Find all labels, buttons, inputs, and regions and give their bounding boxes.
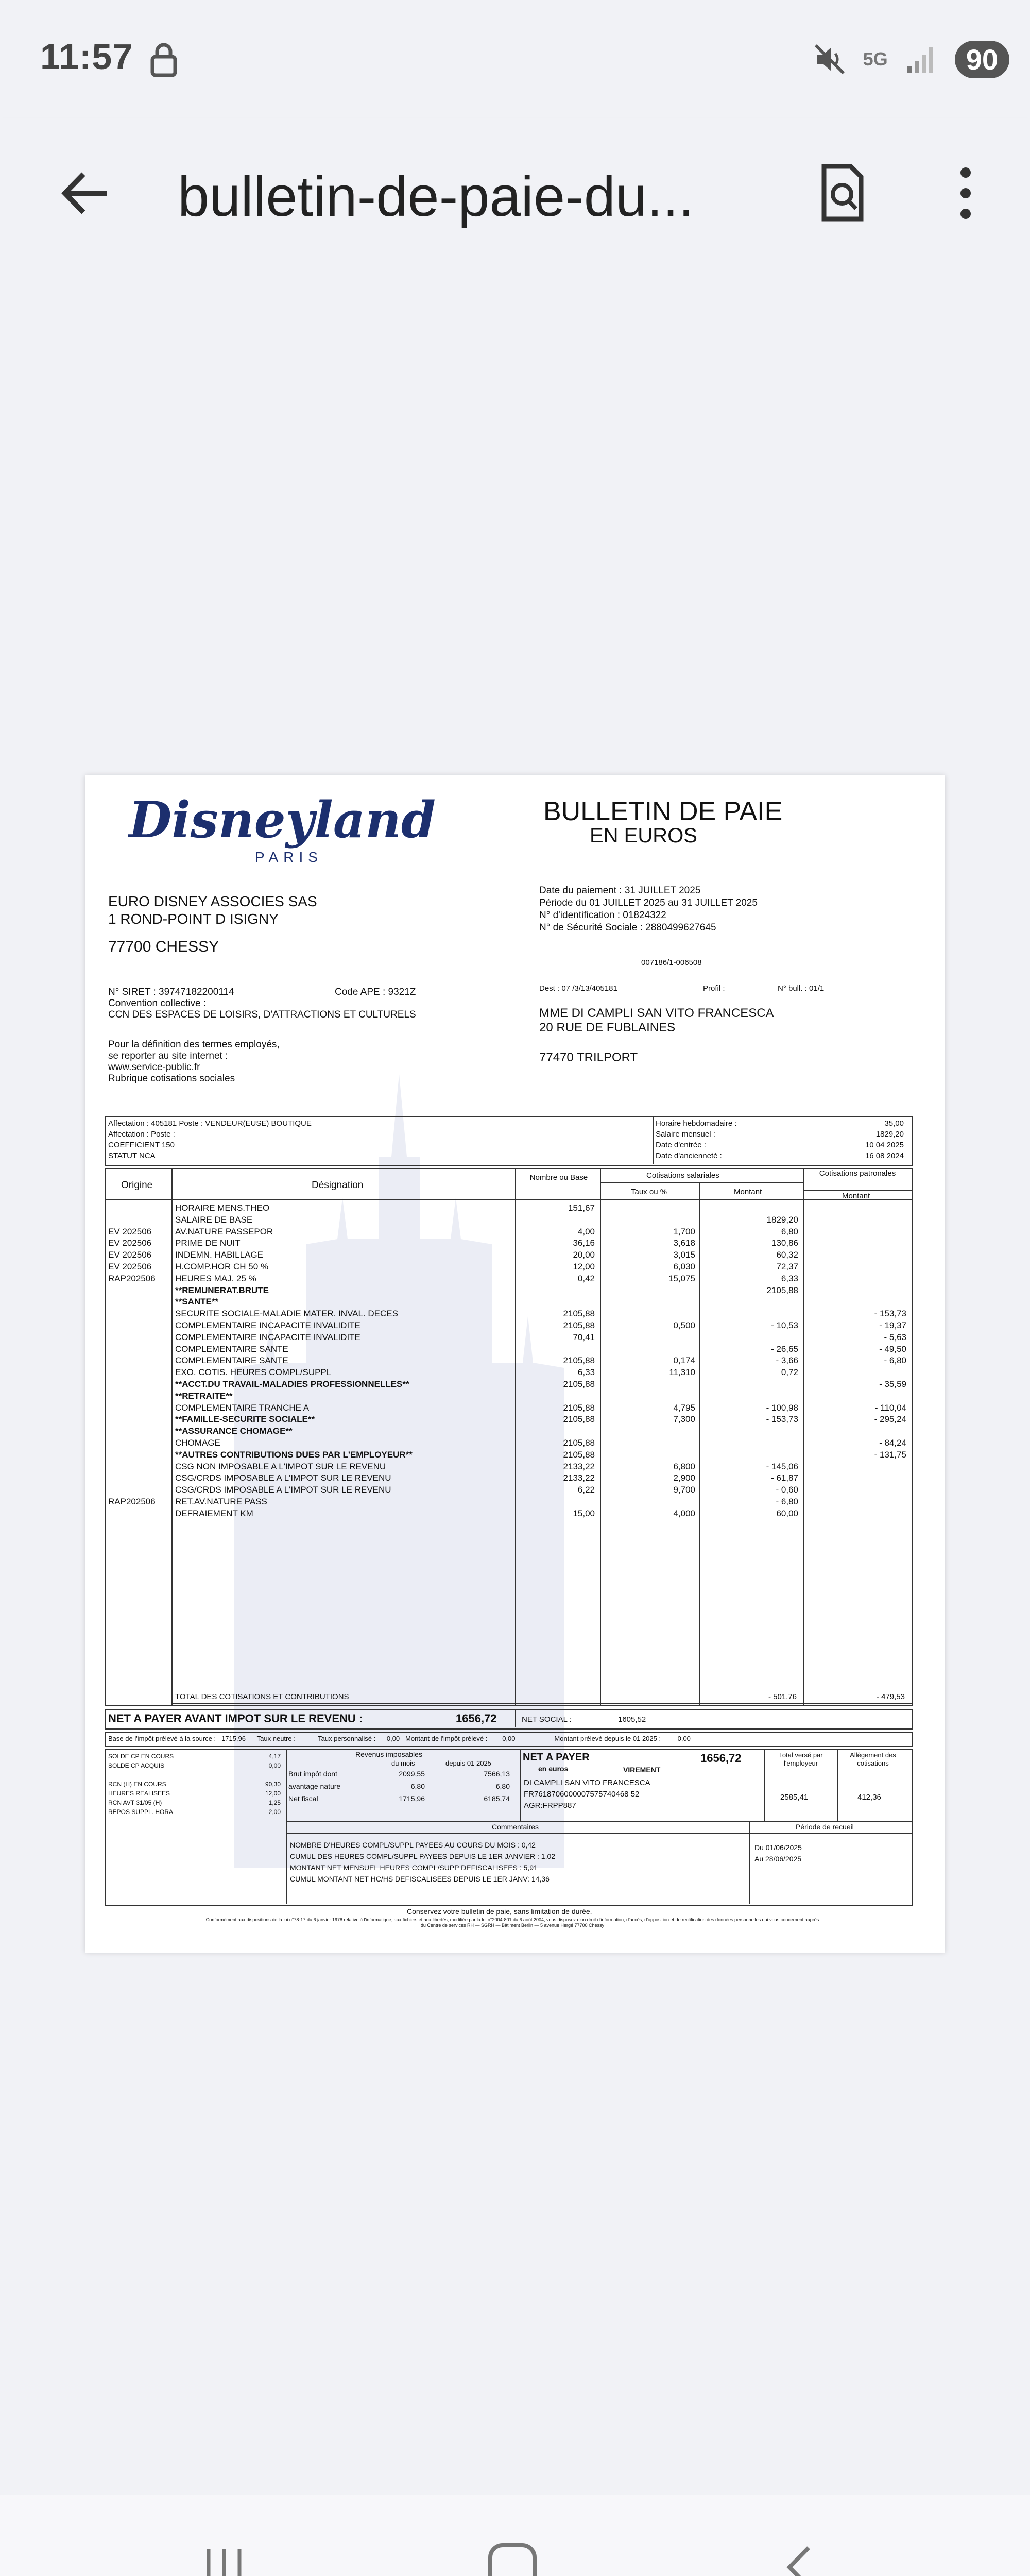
svg-text:PARIS: PARIS [255,849,323,865]
relief-value: 412,36 [857,1793,881,1802]
line-montant-patronal: - 110,04 [874,1402,906,1413]
total-patronales: - 479,53 [876,1692,905,1701]
battery-indicator: 90 [955,41,1009,78]
disneyland-paris-logo [124,791,436,868]
line-taux: 3,618 [673,1238,695,1248]
line-designation: EXO. COTIS. HEURES COMPL/SUPPL [175,1367,332,1378]
header-origine: Origine [121,1180,153,1191]
taxable-income-title: Revenus imposables [355,1750,422,1758]
line-designation: **RETRAITE** [175,1391,233,1401]
comments-title: Commentaires [492,1823,539,1831]
line-montant-patronal: - 131,75 [874,1449,906,1460]
assignment-info: Affectation : 405181 Poste : VENDEUR(EUSE) BOUTIQUE Affectation : Poste : COEFFICIENT 150 STATUT NCA [108,1119,312,1160]
line-origine: EV 202506 [108,1238,152,1248]
network-type: 5G [863,48,888,70]
line-base: 2105,88 [563,1402,595,1413]
collection-period-title: Période de recueil [796,1823,854,1831]
profil: Profil : [703,984,725,993]
header-montant-patronal: Montant [842,1192,870,1200]
line-taux: 6,800 [673,1461,695,1471]
document-title: bulletin-de-paie-du... [178,165,694,228]
legal-footer: Conformément aux dispositions de la loi n°78-17 du 6 janvier 1978 relative à l'informatique, aux fichiers et aux libertés, modifiée par la loi n°2004-801 du 6 août 2004, vous disposez d'un droit d'information, d'accès, d'opposition et de rectification des données personnelles qui vous concernent auprès du Centre de services RH — SGRH — Bâtiment Berlin — 5 avenue Hergé 77700 Chessy [205,1917,819,1928]
header-base: Nombre ou Base [529,1173,588,1182]
line-designation: CSG NON IMPOSABLE A L'IMPOT SUR LE REVENU [175,1461,386,1471]
back-button[interactable] [46,155,124,232]
total-paid-label: Total versé par l'employeur [779,1751,823,1767]
line-base: 70,41 [573,1332,595,1342]
line-base: 2105,88 [563,1320,595,1330]
taxable-row-label: Brut impôt dont [288,1770,337,1778]
comments: NOMBRE D'HEURES COMPL/SUPPL PAYEES AU COURS DU MOIS : 0,42 CUMUL DES HEURES COMPL/SUPPL PAYEES DEPUIS LE 1ER JANVIER : 1,02 MONTANT NET MENSUEL HEURES COMPL/SUPP DEFISCALISEES : 5,91 CUMUL MONTANT NET HC/HS DEFISCALISEES DEPUIS LE 1ER JANV: 14,36 [290,1841,556,1883]
line-montant-patronal: - 153,73 [874,1309,906,1319]
document-search-icon [814,162,870,224]
line-base: 6,33 [577,1367,595,1378]
line-montant-salarial: 0,72 [781,1367,798,1378]
taxable-col-month: du mois [391,1759,415,1767]
net-social-value: 1605,52 [618,1715,646,1724]
line-montant-salarial: 130,86 [771,1238,798,1248]
line-designation: CHOMAGE [175,1438,220,1448]
line-montant-salarial: - 145,06 [766,1461,798,1471]
header-patronales: Cotisations patronales [819,1169,896,1178]
line-designation: SALAIRE DE BASE [175,1214,253,1225]
bank-info: DI CAMPLI SAN VITO FRANCESCA FR7618706000007575740468 52 AGR:FRPP887 [524,1778,650,1810]
lock-icon [149,41,178,77]
bulletin-number: N° bull. : 01/1 [778,984,825,993]
taxable-row-label: Net fiscal [288,1794,318,1803]
net-pay-sub: en euros [538,1765,569,1773]
line-montant-patronal: - 84,24 [879,1438,906,1448]
line-montant-patronal: - 19,37 [879,1320,906,1330]
line-designation: HEURES MAJ. 25 % [175,1273,256,1283]
line-origine: RAP202506 [108,1497,156,1506]
status-time: 11:57 [40,37,133,77]
line-designation: H.COMP.HOR CH 50 % [175,1262,269,1272]
arrow-left-icon [57,165,113,222]
line-origine: RAP202506 [108,1273,156,1283]
line-montant-salarial: 2105,88 [766,1285,798,1295]
signal-icon [903,41,939,77]
total-label: TOTAL DES COTISATIONS ET CONTRIBUTIONS [175,1692,349,1701]
line-designation: COMPLEMENTAIRE INCAPACITE INVALIDITE [175,1332,360,1342]
home-button[interactable] [471,2526,554,2576]
line-taux: 7,300 [673,1414,695,1425]
line-montant-salarial: - 6,80 [776,1497,798,1506]
net-before-tax-value: 1656,72 [456,1712,497,1725]
line-designation: INDEMN. HABILLAGE [175,1250,263,1260]
line-taux: 1,700 [673,1226,695,1236]
line-base: 2133,22 [563,1461,595,1471]
line-montant-patronal: - 49,50 [879,1344,906,1354]
line-designation: COMPLEMENTAIRE SANTE [175,1344,288,1354]
bulletin-title: BULLETIN DE PAIE [543,796,783,826]
relief-label: Allègement des cotisations [850,1751,896,1767]
line-base: 2105,88 [563,1449,595,1460]
line-montant-salarial: - 10,53 [771,1320,798,1330]
pdf-page [85,775,945,1953]
line-base: 2133,22 [563,1473,595,1483]
ape-code: Code APE : 9321Z [335,987,416,997]
taxable-row-month: 2099,55 [399,1770,425,1778]
system-back-button[interactable] [760,2526,842,2576]
siret: N° SIRET : 39747182200114 [108,987,234,997]
net-before-tax-label: NET A PAYER AVANT IMPOT SUR LE REVENU : [108,1712,363,1725]
header-salariales: Cotisations salariales [646,1171,719,1180]
keep-notice: Conservez votre bulletin de paie, sans limitation de durée. [407,1907,592,1916]
line-montant-patronal: - 295,24 [874,1414,906,1425]
taxable-row-month: 6,80 [410,1782,425,1790]
taxable-row-label: avantage nature [288,1782,341,1790]
more-options-button[interactable] [927,155,1004,232]
line-montant-patronal: - 6,80 [884,1355,906,1366]
line-montant-salarial: 60,00 [776,1508,798,1518]
line-montant-salarial: 1829,20 [766,1214,798,1225]
line-origine: EV 202506 [108,1250,152,1260]
header-taux: Taux ou % [631,1188,667,1196]
line-base: 151,67 [568,1203,595,1213]
line-montant-salarial: 6,33 [781,1273,798,1283]
taxable-row-ytd: 6,80 [495,1782,510,1790]
collection-period: Du 01/06/2025 Au 28/06/2025 [754,1843,802,1863]
recent-apps-button[interactable] [183,2526,265,2576]
leave-labels: SOLDE CP EN COURS SOLDE CP ACQUIS RCN (H) EN COURS HEURES REALISEES RCN AVT 31/05 (H) REPOS SUPPL. HORA [108,1753,174,1816]
line-base: 12,00 [573,1262,595,1272]
line-designation: AV.NATURE PASSEPOR [175,1226,273,1236]
line-taux: 0,174 [673,1355,695,1366]
virement: VIREMENT [623,1766,661,1774]
line-montant-patronal: - 5,63 [884,1332,906,1342]
line-base: 4,00 [577,1226,595,1236]
line-base: 2105,88 [563,1309,595,1319]
payslip-lines-table [105,1168,913,1706]
line-montant-salarial: - 26,65 [771,1344,798,1354]
taxable-row-ytd: 7566,13 [484,1770,510,1778]
line-base: 2105,88 [563,1414,595,1425]
line-base: 15,00 [573,1508,595,1518]
line-designation: SECURITE SOCIALE-MALADIE MATER. INVAL. DECES [175,1309,398,1319]
line-montant-salarial: 72,37 [776,1262,798,1272]
header-designation: Désignation [312,1180,364,1191]
line-taux: 6,030 [673,1262,695,1272]
line-base: 2105,88 [563,1379,595,1389]
line-base: 6,22 [577,1485,595,1495]
net-pay-label: NET A PAYER [523,1752,590,1763]
recent-apps-icon [198,2541,250,2576]
reference: 007186/1-006508 [641,958,702,967]
line-taux: 9,700 [673,1485,695,1495]
net-social-label: NET SOCIAL : [522,1715,572,1724]
line-designation: **FAMILLE-SECURITE SOCIALE** [175,1414,315,1425]
line-designation: **ACCT.DU TRAVAIL-MALADIES PROFESSIONNELLES** [175,1379,409,1389]
line-origine: EV 202506 [108,1226,152,1236]
line-designation: **AUTRES CONTRIBUTIONS DUES PAR L'EMPLOYEUR** [175,1449,413,1460]
taxable-row-month: 1715,96 [399,1794,425,1803]
company-block: EURO DISNEY ASSOCIES SAS 1 ROND-POINT D ISIGNY 77700 CHESSY [108,893,317,955]
more-vert-icon [955,165,976,222]
line-montant-salarial: 60,32 [776,1250,798,1260]
line-montant-salarial: - 0,60 [776,1485,798,1495]
line-base: 2105,88 [563,1355,595,1366]
bulletin-subtitle: EN EUROS [590,824,697,847]
leave-values: 4,17 0,00 90,30 12,00 1,25 2,00 [265,1753,281,1816]
dest: Dest : 07 /3/13/405181 [539,984,617,993]
line-taux: 4,795 [673,1402,695,1413]
employee-address: MME DI CAMPLI SAN VITO FRANCESCA 20 RUE DE FUBLAINES 77470 TRILPORT [539,1006,774,1064]
line-designation: **REMUNERAT.BRUTE [175,1285,269,1295]
line-designation: PRIME DE NUIT [175,1238,241,1248]
line-base: 20,00 [573,1250,595,1260]
header-montant: Montant [734,1188,762,1196]
contract-values: 35,00 1829,20 10 04 2025 16 08 2024 [865,1119,904,1160]
line-base: 0,42 [577,1273,595,1283]
total-salariales: - 501,76 [768,1692,797,1701]
line-designation: COMPLEMENTAIRE TRANCHE A [175,1402,310,1413]
taxable-row-ytd: 6185,74 [484,1794,510,1803]
line-taux: 15,075 [668,1273,695,1283]
line-designation: CSG/CRDS IMPOSABLE A L'IMPOT SUR LE REVENU [175,1485,391,1495]
pdf-viewer[interactable] [0,268,1030,2494]
line-base: 2105,88 [563,1438,595,1448]
line-base: 36,16 [573,1238,595,1248]
line-designation: CSG/CRDS IMPOSABLE A L'IMPOT SUR LE REVENU [175,1473,391,1483]
line-taux: 2,900 [673,1473,695,1483]
chevron-left-icon [775,2541,827,2576]
mute-icon [812,41,848,77]
app-toolbar [0,118,1030,269]
total-paid-value: 2585,41 [780,1793,809,1802]
line-montant-salarial: - 61,87 [771,1473,798,1483]
search-in-document-button[interactable] [803,155,881,232]
line-taux: 0,500 [673,1320,695,1330]
line-montant-patronal: - 35,59 [879,1379,906,1389]
definitions: Pour la définition des termes employés, se reporter au site internet : www.service-public.fr Rubrique cotisations sociales [108,1039,280,1084]
net-pay-value: 1656,72 [700,1752,742,1765]
line-designation: RET.AV.NATURE PASS [175,1497,267,1506]
tax-withholding-line: Base de l'impôt prélevé à la source : 1715,96 Taux neutre : Taux personnalisé : 0,00 Montant de l'impôt prélevé : 0,00 Montant prélevé depuis le 01 2025 : 0,00 [108,1735,691,1742]
line-designation: **ASSURANCE CHOMAGE** [175,1426,293,1436]
line-designation: **SANTE** [175,1297,219,1307]
status-bar [0,0,1030,118]
line-montant-salarial: - 3,66 [776,1355,798,1366]
system-nav-bar [0,2495,1030,2576]
line-taux: 4,000 [673,1508,695,1518]
line-montant-salarial: - 153,73 [766,1414,798,1425]
line-taux: 11,310 [669,1367,695,1378]
contract-labels: Horaire hebdomadaire : Salaire mensuel : Date d'entrée : Date d'ancienneté : [656,1119,737,1160]
line-montant-salarial: 6,80 [781,1226,798,1236]
taxable-col-ytd: depuis 01 2025 [445,1759,491,1767]
home-icon [484,2539,541,2576]
line-taux: 3,015 [673,1250,695,1260]
line-montant-salarial: - 100,98 [766,1402,798,1413]
line-designation: HORAIRE MENS.THEO [175,1203,270,1213]
convention: Convention collective : CCN DES ESPACES DE LOISIRS, D'ATTRACTIONS ET CULTURELS [108,998,416,1020]
svg-text:Disneyland: Disneyland [129,791,436,849]
line-origine: EV 202506 [108,1262,152,1272]
line-designation: COMPLEMENTAIRE SANTE [175,1355,288,1366]
line-designation: COMPLEMENTAIRE INCAPACITE INVALIDITE [175,1320,360,1330]
payment-info: Date du paiement : 31 JUILLET 2025 Période du 01 JUILLET 2025 au 31 JUILLET 2025 N° d'identification : 01824322 N° de Sécurité Sociale : 2880499627645 [539,885,758,933]
line-designation: DEFRAIEMENT KM [175,1508,253,1518]
